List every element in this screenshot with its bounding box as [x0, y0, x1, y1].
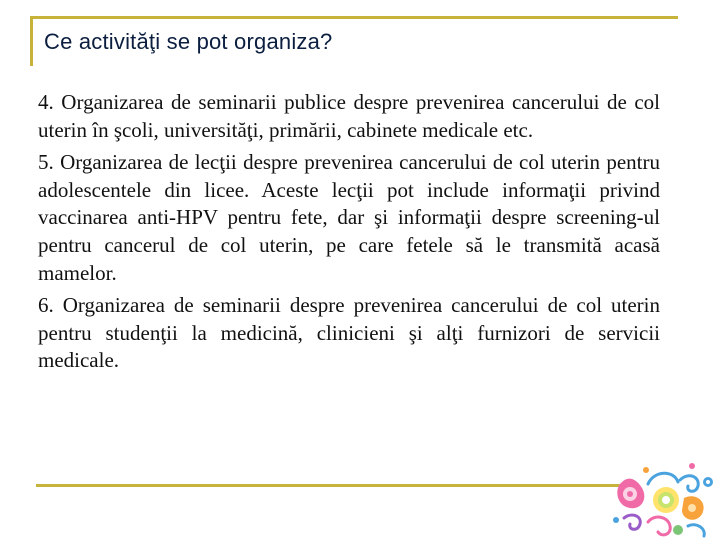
list-item: 6. Organizarea de seminarii despre prevenirea cancerului de col uterin pentru studenţii la medicină, clinicieni şi alţi furnizori de servicii medicale. [38, 293, 660, 373]
title-border-top [30, 16, 678, 19]
title-border-left [30, 16, 33, 66]
swirl-decoration-icon [608, 460, 718, 540]
list-item: 5. Organizarea de lecţii despre prevenirea cancerului de col uterin pentru adolescentele din licee. Aceste lecţii pot include informaţii privind vaccinarea anti-HPV pentru fete, dar şi informaţii despre screening-ul pentru cancerul de col uterin, pe care fetele să le transmită acasă mamelor. [38, 150, 660, 285]
bottom-rule [36, 484, 622, 487]
list-item: 4. Organizarea de seminarii publice despre prevenirea cancerului de col uterin în şcoli, universităţi, primării, cabinete medicale etc. [38, 90, 660, 142]
content-list [38, 89, 660, 380]
slide-title: Ce activităţi se pot organiza? [44, 29, 333, 54]
